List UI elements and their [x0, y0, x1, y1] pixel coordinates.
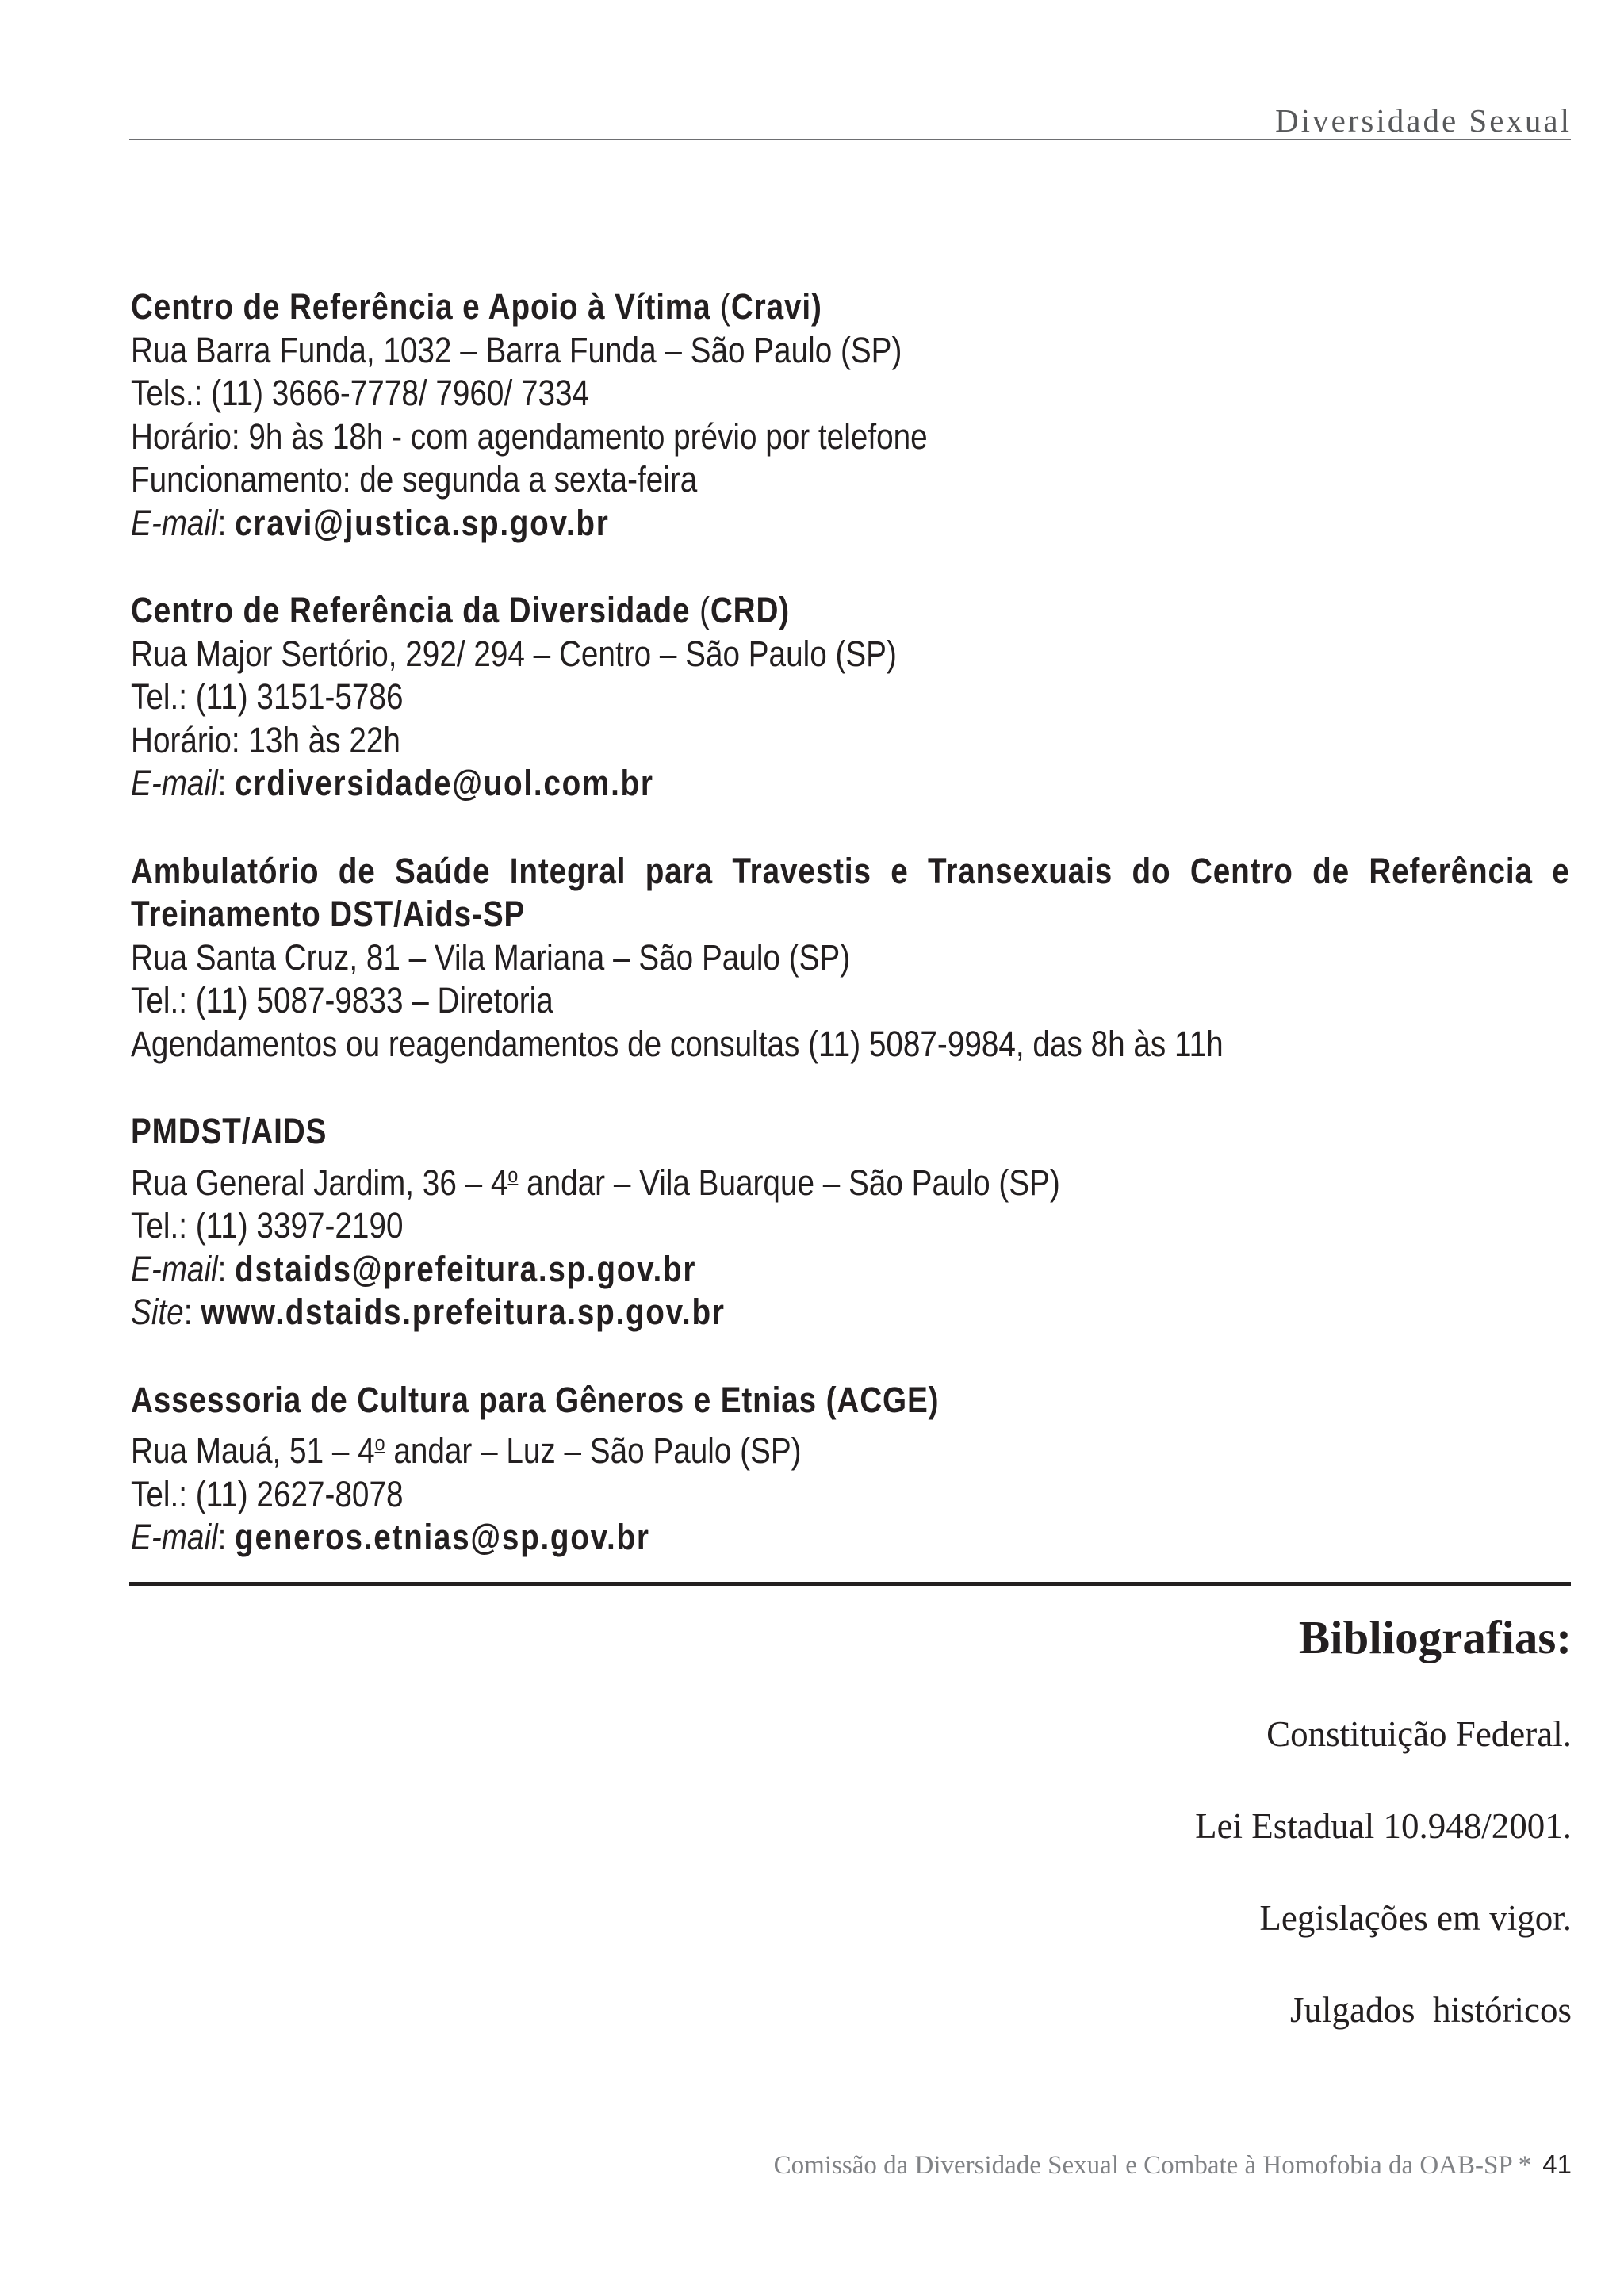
contact-entry-acge	[131, 1379, 1370, 1560]
contact-list	[131, 285, 1570, 1604]
entry-phone: Tel.: (11) 3151-5786	[131, 676, 404, 717]
email-link[interactable]: dstaids@prefeitura.sp.gov.br	[235, 1248, 697, 1289]
running-header: Diversidade Sexual	[1275, 102, 1572, 139]
contact-entry-cravi	[131, 285, 1370, 545]
email-link[interactable]: cravi@justica.sp.gov.br	[235, 502, 610, 543]
entry-email-line: E-mail: generos.etnias@sp.gov.br	[131, 1517, 650, 1557]
site-link[interactable]: www.dstaids.prefeitura.sp.gov.br	[201, 1292, 726, 1332]
footer-text: Comissão da Diversidade Sexual e Combate à Homofobia da OAB-SP *	[773, 2151, 1532, 2180]
email-label: E-mail	[131, 1248, 218, 1289]
entry-address: Rua Mauá, 51 – 4$^o$ andar – Luz – São Paulo (SP)	[131, 1430, 802, 1471]
entry-address: Rua Santa Cruz, 81 – Vila Mariana – São Paulo (SP)	[131, 936, 851, 978]
entry-name: Ambulatório de Saúde Integral para Travestis e Transexuais do Centro de Referência e Treinamento DST/Aids-SP	[131, 850, 1570, 934]
page-footer	[774, 2150, 1572, 2180]
bibliography-title: Bibliografias:	[1298, 1611, 1572, 1663]
page-number: 41	[1542, 2150, 1572, 2179]
entry-address: Rua General Jardim, 36 – 4$^o$ andar – Vila Buarque – São Paulo (SP)	[131, 1162, 1060, 1203]
entry-phone: Tel.: (11) 3397-2190	[131, 1205, 404, 1246]
entry-address: Rua Barra Funda, 1032 – Barra Funda – São Paulo (SP)	[131, 329, 902, 370]
header-rule	[129, 139, 1571, 140]
entry-name: Centro de Referência e Apoio à Vítima (Cravi)	[131, 286, 822, 327]
bibliography-item: Julgados históricos	[1290, 1990, 1572, 2030]
email-label: E-mail	[131, 1517, 218, 1557]
entry-email-line: E-mail: crdiversidade@uol.com.br	[131, 763, 654, 803]
entry-site-line: Site: www.dstaids.prefeitura.sp.gov.br	[131, 1292, 726, 1332]
entry-email-line: E-mail: dstaids@prefeitura.sp.gov.br	[131, 1248, 697, 1289]
entry-phone: Tel.: (11) 2627-8078	[131, 1473, 404, 1514]
bibliography-section	[1195, 1606, 1572, 2034]
email-link[interactable]: crdiversidade@uol.com.br	[235, 763, 654, 803]
email-label: E-mail	[131, 763, 218, 803]
entry-operation: Funcionamento: de segunda a sexta-feira	[131, 459, 698, 500]
entry-email-line: E-mail: cravi@justica.sp.gov.br	[131, 502, 610, 543]
site-label: Site	[131, 1292, 184, 1332]
entry-hours: Horário: 9h às 18h - com agendamento prévio por telefone	[131, 415, 928, 457]
email-label: E-mail	[131, 502, 218, 543]
entry-name: PMDST/AIDS	[131, 1111, 327, 1151]
contact-entry-ambulatorio	[131, 850, 1570, 1066]
entry-phone: Tel.: (11) 5087-9833 – Diretoria	[131, 980, 553, 1020]
section-divider	[129, 1582, 1571, 1586]
email-link[interactable]: generos.etnias@sp.gov.br	[235, 1517, 650, 1557]
bibliography-item: Constituição Federal.	[1266, 1714, 1572, 1754]
entry-address: Rua Major Sertório, 292/ 294 – Centro – São Paulo (SP)	[131, 633, 897, 674]
entry-appointments: Agendamentos ou reagendamentos de consultas (11) 5087-9984, das 8h às 11h	[131, 1023, 1224, 1064]
entry-name: Centro de Referência da Diversidade (CRD)	[131, 590, 791, 630]
contact-entry-crd	[131, 589, 1370, 806]
entry-hours: Horário: 13h às 22h	[131, 719, 400, 760]
entry-phone: Tels.: (11) 3666-7778/ 7960/ 7334	[131, 373, 590, 413]
bibliography-item: Lei Estadual 10.948/2001.	[1195, 1806, 1572, 1846]
contact-entry-pmdst	[131, 1110, 1370, 1334]
entry-name: Assessoria de Cultura para Gêneros e Etnias (ACGE)	[131, 1379, 940, 1420]
bibliography-item: Legislações em vigor.	[1259, 1898, 1572, 1938]
